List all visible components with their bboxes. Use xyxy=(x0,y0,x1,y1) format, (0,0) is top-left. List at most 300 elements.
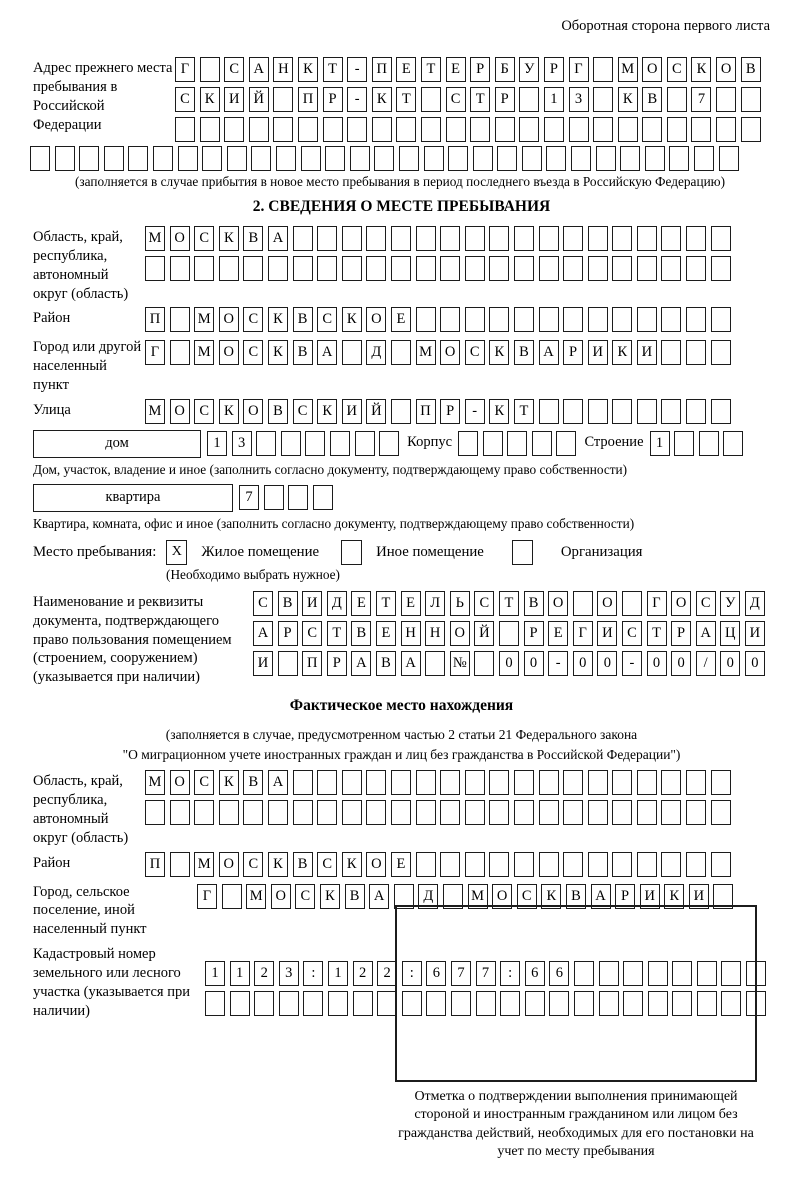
char-cell[interactable] xyxy=(489,226,509,251)
char-cell[interactable]: Т xyxy=(647,621,667,646)
char-cell[interactable] xyxy=(661,399,681,424)
char-cell[interactable] xyxy=(55,146,75,171)
char-cell[interactable] xyxy=(618,117,638,142)
char-cell[interactable]: В xyxy=(642,87,662,112)
char-cell[interactable]: О xyxy=(170,399,190,424)
char-cell[interactable] xyxy=(563,226,583,251)
char-cell[interactable] xyxy=(342,256,362,281)
char-cell[interactable] xyxy=(342,226,362,251)
char-cell[interactable] xyxy=(293,770,313,795)
char-cell[interactable]: О xyxy=(366,307,386,332)
char-cell[interactable]: О xyxy=(548,591,568,616)
char-cell[interactable] xyxy=(391,399,411,424)
char-cell[interactable]: С xyxy=(622,621,642,646)
char-cell[interactable]: К xyxy=(219,226,239,251)
char-cell[interactable] xyxy=(563,307,583,332)
char-cell[interactable] xyxy=(325,146,345,171)
char-cell[interactable]: Г xyxy=(647,591,667,616)
char-cell[interactable] xyxy=(711,307,731,332)
char-cell[interactable] xyxy=(222,884,242,909)
char-cell[interactable]: Г xyxy=(175,57,195,82)
char-cell[interactable]: : xyxy=(303,961,323,986)
char-cell[interactable] xyxy=(571,146,591,171)
char-cell[interactable] xyxy=(661,307,681,332)
char-cell[interactable] xyxy=(612,852,632,877)
char-cell[interactable]: О xyxy=(219,852,239,877)
char-cell[interactable] xyxy=(716,87,736,112)
char-cell[interactable]: О xyxy=(366,852,386,877)
char-cell[interactable] xyxy=(416,256,436,281)
char-cell[interactable]: В xyxy=(524,591,544,616)
char-cell[interactable]: Д xyxy=(366,340,386,365)
char-cell[interactable]: С xyxy=(293,399,313,424)
char-cell[interactable] xyxy=(416,307,436,332)
char-cell[interactable] xyxy=(544,117,564,142)
checkbox-other-premises[interactable] xyxy=(341,540,362,565)
char-cell[interactable] xyxy=(497,146,517,171)
char-cell[interactable]: О xyxy=(219,340,239,365)
char-cell[interactable] xyxy=(448,146,468,171)
char-cell[interactable]: К xyxy=(268,852,288,877)
char-cell[interactable]: / xyxy=(696,651,716,676)
char-cell[interactable]: 2 xyxy=(377,961,397,986)
char-cell[interactable]: С xyxy=(175,87,195,112)
char-cell[interactable] xyxy=(686,770,706,795)
char-cell[interactable] xyxy=(128,146,148,171)
char-cell[interactable] xyxy=(514,307,534,332)
char-cell[interactable]: 0 xyxy=(524,651,544,676)
char-cell[interactable]: 0 xyxy=(597,651,617,676)
char-cell[interactable]: 0 xyxy=(647,651,667,676)
char-cell[interactable] xyxy=(328,991,348,1016)
char-cell[interactable] xyxy=(170,256,190,281)
char-cell[interactable]: С xyxy=(696,591,716,616)
char-cell[interactable]: О xyxy=(642,57,662,82)
char-cell[interactable] xyxy=(637,307,657,332)
char-cell[interactable] xyxy=(465,226,485,251)
char-cell[interactable]: С xyxy=(465,340,485,365)
char-cell[interactable]: 1 xyxy=(205,961,225,986)
char-cell[interactable] xyxy=(465,770,485,795)
char-cell[interactable] xyxy=(421,117,441,142)
char-cell[interactable]: 1 xyxy=(207,431,227,456)
char-cell[interactable] xyxy=(298,117,318,142)
char-cell[interactable] xyxy=(686,399,706,424)
char-cell[interactable] xyxy=(546,146,566,171)
checkbox-residential[interactable]: X xyxy=(166,540,187,565)
char-cell[interactable]: И xyxy=(640,884,660,909)
char-cell[interactable] xyxy=(178,146,198,171)
char-cell[interactable] xyxy=(519,87,539,112)
char-cell[interactable] xyxy=(230,991,250,1016)
char-cell[interactable] xyxy=(588,226,608,251)
char-cell[interactable] xyxy=(539,307,559,332)
char-cell[interactable] xyxy=(446,117,466,142)
char-cell[interactable]: П xyxy=(302,651,322,676)
char-cell[interactable]: С xyxy=(243,307,263,332)
char-cell[interactable]: М xyxy=(468,884,488,909)
char-cell[interactable]: С xyxy=(446,87,466,112)
char-cell[interactable] xyxy=(243,256,263,281)
char-cell[interactable]: В xyxy=(345,884,365,909)
char-cell[interactable]: А xyxy=(317,340,337,365)
char-cell[interactable] xyxy=(366,256,386,281)
char-cell[interactable]: Г xyxy=(573,621,593,646)
char-cell[interactable]: Л xyxy=(425,591,445,616)
char-cell[interactable] xyxy=(645,146,665,171)
char-cell[interactable]: 2 xyxy=(353,961,373,986)
char-cell[interactable] xyxy=(612,770,632,795)
char-cell[interactable] xyxy=(489,800,509,825)
char-cell[interactable] xyxy=(514,800,534,825)
char-cell[interactable] xyxy=(620,146,640,171)
char-cell[interactable]: 0 xyxy=(573,651,593,676)
char-cell[interactable] xyxy=(556,431,576,456)
char-cell[interactable] xyxy=(522,146,542,171)
char-cell[interactable]: М xyxy=(194,852,214,877)
char-cell[interactable] xyxy=(470,117,490,142)
char-cell[interactable]: 0 xyxy=(671,651,691,676)
char-cell[interactable] xyxy=(458,431,478,456)
char-cell[interactable]: С xyxy=(253,591,273,616)
char-cell[interactable]: К xyxy=(489,399,509,424)
char-cell[interactable] xyxy=(366,800,386,825)
char-cell[interactable] xyxy=(424,146,444,171)
char-cell[interactable]: Р xyxy=(615,884,635,909)
char-cell[interactable] xyxy=(612,399,632,424)
char-cell[interactable] xyxy=(251,146,271,171)
char-cell[interactable] xyxy=(330,431,350,456)
char-cell[interactable] xyxy=(588,256,608,281)
char-cell[interactable] xyxy=(305,431,325,456)
char-cell[interactable] xyxy=(637,852,657,877)
char-cell[interactable] xyxy=(637,800,657,825)
char-cell[interactable]: К xyxy=(664,884,684,909)
char-cell[interactable] xyxy=(374,146,394,171)
char-cell[interactable] xyxy=(612,256,632,281)
char-cell[interactable] xyxy=(723,431,743,456)
char-cell[interactable] xyxy=(686,307,706,332)
char-cell[interactable] xyxy=(273,87,293,112)
char-cell[interactable] xyxy=(691,117,711,142)
char-cell[interactable]: С xyxy=(317,852,337,877)
char-cell[interactable] xyxy=(273,117,293,142)
char-cell[interactable] xyxy=(711,340,731,365)
char-cell[interactable]: Г xyxy=(197,884,217,909)
char-cell[interactable] xyxy=(669,146,689,171)
char-cell[interactable]: 6 xyxy=(525,961,545,986)
char-cell[interactable]: В xyxy=(293,340,313,365)
char-cell[interactable] xyxy=(391,770,411,795)
char-cell[interactable]: К xyxy=(268,340,288,365)
char-cell[interactable]: Н xyxy=(425,621,445,646)
char-cell[interactable] xyxy=(588,800,608,825)
char-cell[interactable]: М xyxy=(194,340,214,365)
char-cell[interactable]: - xyxy=(347,57,367,82)
char-cell[interactable]: И xyxy=(588,340,608,365)
char-cell[interactable]: А xyxy=(401,651,421,676)
char-cell[interactable] xyxy=(539,226,559,251)
char-cell[interactable] xyxy=(532,431,552,456)
char-cell[interactable]: О xyxy=(170,770,190,795)
char-cell[interactable]: К xyxy=(342,852,362,877)
char-cell[interactable] xyxy=(145,256,165,281)
char-cell[interactable] xyxy=(170,800,190,825)
char-cell[interactable]: О xyxy=(492,884,512,909)
char-cell[interactable]: В xyxy=(293,307,313,332)
char-cell[interactable]: М xyxy=(145,770,165,795)
char-cell[interactable]: В xyxy=(566,884,586,909)
char-cell[interactable] xyxy=(612,226,632,251)
char-cell[interactable]: - xyxy=(622,651,642,676)
char-cell[interactable]: Т xyxy=(323,57,343,82)
char-cell[interactable] xyxy=(465,307,485,332)
char-cell[interactable] xyxy=(716,117,736,142)
char-cell[interactable] xyxy=(711,852,731,877)
char-cell[interactable] xyxy=(563,852,583,877)
char-cell[interactable] xyxy=(637,256,657,281)
char-cell[interactable]: И xyxy=(745,621,765,646)
char-cell[interactable] xyxy=(588,399,608,424)
char-cell[interactable] xyxy=(440,800,460,825)
char-cell[interactable] xyxy=(711,800,731,825)
char-cell[interactable]: Р xyxy=(470,57,490,82)
char-cell[interactable] xyxy=(317,770,337,795)
char-cell[interactable] xyxy=(637,226,657,251)
char-cell[interactable]: Р xyxy=(323,87,343,112)
char-cell[interactable] xyxy=(661,852,681,877)
char-cell[interactable] xyxy=(711,256,731,281)
char-cell[interactable] xyxy=(293,226,313,251)
char-cell[interactable] xyxy=(278,651,298,676)
char-cell[interactable]: Д xyxy=(745,591,765,616)
char-cell[interactable] xyxy=(416,770,436,795)
char-cell[interactable]: В xyxy=(351,621,371,646)
char-cell[interactable]: С xyxy=(194,399,214,424)
char-cell[interactable] xyxy=(661,340,681,365)
char-cell[interactable] xyxy=(243,800,263,825)
char-cell[interactable]: А xyxy=(253,621,273,646)
char-cell[interactable] xyxy=(539,256,559,281)
char-cell[interactable]: С xyxy=(317,307,337,332)
char-cell[interactable]: 1 xyxy=(328,961,348,986)
char-cell[interactable]: К xyxy=(219,770,239,795)
char-cell[interactable] xyxy=(416,800,436,825)
char-cell[interactable] xyxy=(473,146,493,171)
char-cell[interactable] xyxy=(264,485,284,510)
char-cell[interactable] xyxy=(573,591,593,616)
char-cell[interactable]: М xyxy=(246,884,266,909)
char-cell[interactable] xyxy=(465,852,485,877)
char-cell[interactable]: Т xyxy=(470,87,490,112)
char-cell[interactable] xyxy=(396,117,416,142)
char-cell[interactable] xyxy=(200,117,220,142)
char-cell[interactable] xyxy=(539,852,559,877)
char-cell[interactable] xyxy=(170,307,190,332)
char-cell[interactable]: И xyxy=(253,651,273,676)
char-cell[interactable] xyxy=(661,770,681,795)
char-cell[interactable]: 6 xyxy=(549,961,569,986)
char-cell[interactable]: Т xyxy=(396,87,416,112)
char-cell[interactable] xyxy=(694,146,714,171)
char-cell[interactable] xyxy=(200,57,220,82)
char-cell[interactable] xyxy=(588,307,608,332)
char-cell[interactable]: Т xyxy=(376,591,396,616)
char-cell[interactable]: К xyxy=(320,884,340,909)
char-cell[interactable] xyxy=(489,770,509,795)
char-cell[interactable]: Р xyxy=(563,340,583,365)
char-cell[interactable]: Д xyxy=(418,884,438,909)
char-cell[interactable] xyxy=(499,621,519,646)
char-cell[interactable] xyxy=(711,226,731,251)
confirmation-mark-box[interactable] xyxy=(395,905,757,1082)
char-cell[interactable] xyxy=(347,117,367,142)
char-cell[interactable]: : xyxy=(402,961,422,986)
char-cell[interactable]: О xyxy=(271,884,291,909)
char-cell[interactable] xyxy=(391,256,411,281)
char-cell[interactable] xyxy=(416,852,436,877)
char-cell[interactable]: № xyxy=(450,651,470,676)
char-cell[interactable]: К xyxy=(612,340,632,365)
char-cell[interactable]: Р xyxy=(327,651,347,676)
char-cell[interactable] xyxy=(667,117,687,142)
char-cell[interactable]: : xyxy=(500,961,520,986)
char-cell[interactable] xyxy=(686,226,706,251)
char-cell[interactable] xyxy=(563,770,583,795)
char-cell[interactable]: С xyxy=(302,621,322,646)
char-cell[interactable]: П xyxy=(145,852,165,877)
char-cell[interactable]: 1 xyxy=(544,87,564,112)
char-cell[interactable]: В xyxy=(268,399,288,424)
char-cell[interactable] xyxy=(741,87,761,112)
char-cell[interactable]: М xyxy=(194,307,214,332)
char-cell[interactable]: 3 xyxy=(232,431,252,456)
char-cell[interactable]: Е xyxy=(396,57,416,82)
char-cell[interactable]: Е xyxy=(391,852,411,877)
char-cell[interactable] xyxy=(313,485,333,510)
char-cell[interactable] xyxy=(612,307,632,332)
char-cell[interactable]: Р xyxy=(440,399,460,424)
char-cell[interactable]: - xyxy=(465,399,485,424)
char-cell[interactable] xyxy=(256,431,276,456)
char-cell[interactable]: Й xyxy=(366,399,386,424)
char-cell[interactable]: Г xyxy=(569,57,589,82)
char-cell[interactable] xyxy=(342,800,362,825)
char-cell[interactable]: О xyxy=(671,591,691,616)
char-cell[interactable] xyxy=(79,146,99,171)
char-cell[interactable] xyxy=(350,146,370,171)
char-cell[interactable] xyxy=(175,117,195,142)
char-cell[interactable] xyxy=(588,852,608,877)
char-cell[interactable] xyxy=(514,770,534,795)
char-cell[interactable]: М xyxy=(416,340,436,365)
char-cell[interactable]: К xyxy=(342,307,362,332)
char-cell[interactable] xyxy=(317,256,337,281)
char-cell[interactable]: Й xyxy=(249,87,269,112)
char-cell[interactable]: К xyxy=(298,57,318,82)
char-cell[interactable]: А xyxy=(539,340,559,365)
char-cell[interactable]: П xyxy=(416,399,436,424)
char-cell[interactable] xyxy=(293,800,313,825)
checkbox-organization[interactable] xyxy=(512,540,533,565)
char-cell[interactable] xyxy=(686,256,706,281)
char-cell[interactable] xyxy=(711,399,731,424)
char-cell[interactable]: Е xyxy=(548,621,568,646)
char-cell[interactable]: Й xyxy=(474,621,494,646)
char-cell[interactable] xyxy=(514,226,534,251)
char-cell[interactable] xyxy=(281,431,301,456)
char-cell[interactable] xyxy=(686,852,706,877)
char-cell[interactable]: П xyxy=(298,87,318,112)
char-cell[interactable]: К xyxy=(219,399,239,424)
char-cell[interactable] xyxy=(301,146,321,171)
char-cell[interactable]: М xyxy=(618,57,638,82)
char-cell[interactable]: К xyxy=(372,87,392,112)
char-cell[interactable]: У xyxy=(720,591,740,616)
char-cell[interactable]: Б xyxy=(495,57,515,82)
char-cell[interactable]: С xyxy=(243,852,263,877)
char-cell[interactable]: К xyxy=(541,884,561,909)
char-cell[interactable] xyxy=(514,256,534,281)
char-cell[interactable]: С xyxy=(243,340,263,365)
char-cell[interactable]: Д xyxy=(327,591,347,616)
char-cell[interactable] xyxy=(465,800,485,825)
char-cell[interactable] xyxy=(342,340,362,365)
char-cell[interactable] xyxy=(153,146,173,171)
char-cell[interactable] xyxy=(661,226,681,251)
char-cell[interactable]: В xyxy=(243,226,263,251)
char-cell[interactable]: Т xyxy=(421,57,441,82)
char-cell[interactable] xyxy=(268,800,288,825)
char-cell[interactable] xyxy=(170,340,190,365)
char-cell[interactable] xyxy=(317,226,337,251)
char-cell[interactable]: К xyxy=(489,340,509,365)
char-cell[interactable] xyxy=(741,117,761,142)
char-cell[interactable]: О xyxy=(716,57,736,82)
char-cell[interactable]: Р xyxy=(524,621,544,646)
char-cell[interactable] xyxy=(719,146,739,171)
char-cell[interactable]: У xyxy=(519,57,539,82)
char-cell[interactable] xyxy=(145,800,165,825)
char-cell[interactable]: М xyxy=(145,399,165,424)
char-cell[interactable]: 7 xyxy=(239,485,259,510)
char-cell[interactable]: А xyxy=(369,884,389,909)
char-cell[interactable] xyxy=(104,146,124,171)
char-cell[interactable] xyxy=(353,991,373,1016)
char-cell[interactable] xyxy=(637,770,657,795)
char-cell[interactable] xyxy=(440,307,460,332)
char-cell[interactable]: 0 xyxy=(499,651,519,676)
char-cell[interactable]: И xyxy=(342,399,362,424)
char-cell[interactable]: Н xyxy=(273,57,293,82)
char-cell[interactable] xyxy=(342,770,362,795)
char-cell[interactable]: А xyxy=(268,226,288,251)
char-cell[interactable] xyxy=(391,226,411,251)
char-cell[interactable] xyxy=(489,852,509,877)
char-cell[interactable]: О xyxy=(170,226,190,251)
char-cell[interactable] xyxy=(440,256,460,281)
char-cell[interactable] xyxy=(440,226,460,251)
char-cell[interactable] xyxy=(539,800,559,825)
char-cell[interactable] xyxy=(219,256,239,281)
char-cell[interactable] xyxy=(399,146,419,171)
char-cell[interactable]: А xyxy=(696,621,716,646)
char-cell[interactable]: А xyxy=(268,770,288,795)
char-cell[interactable]: В xyxy=(293,852,313,877)
char-cell[interactable] xyxy=(514,852,534,877)
char-cell[interactable] xyxy=(317,800,337,825)
char-cell[interactable]: П xyxy=(145,307,165,332)
